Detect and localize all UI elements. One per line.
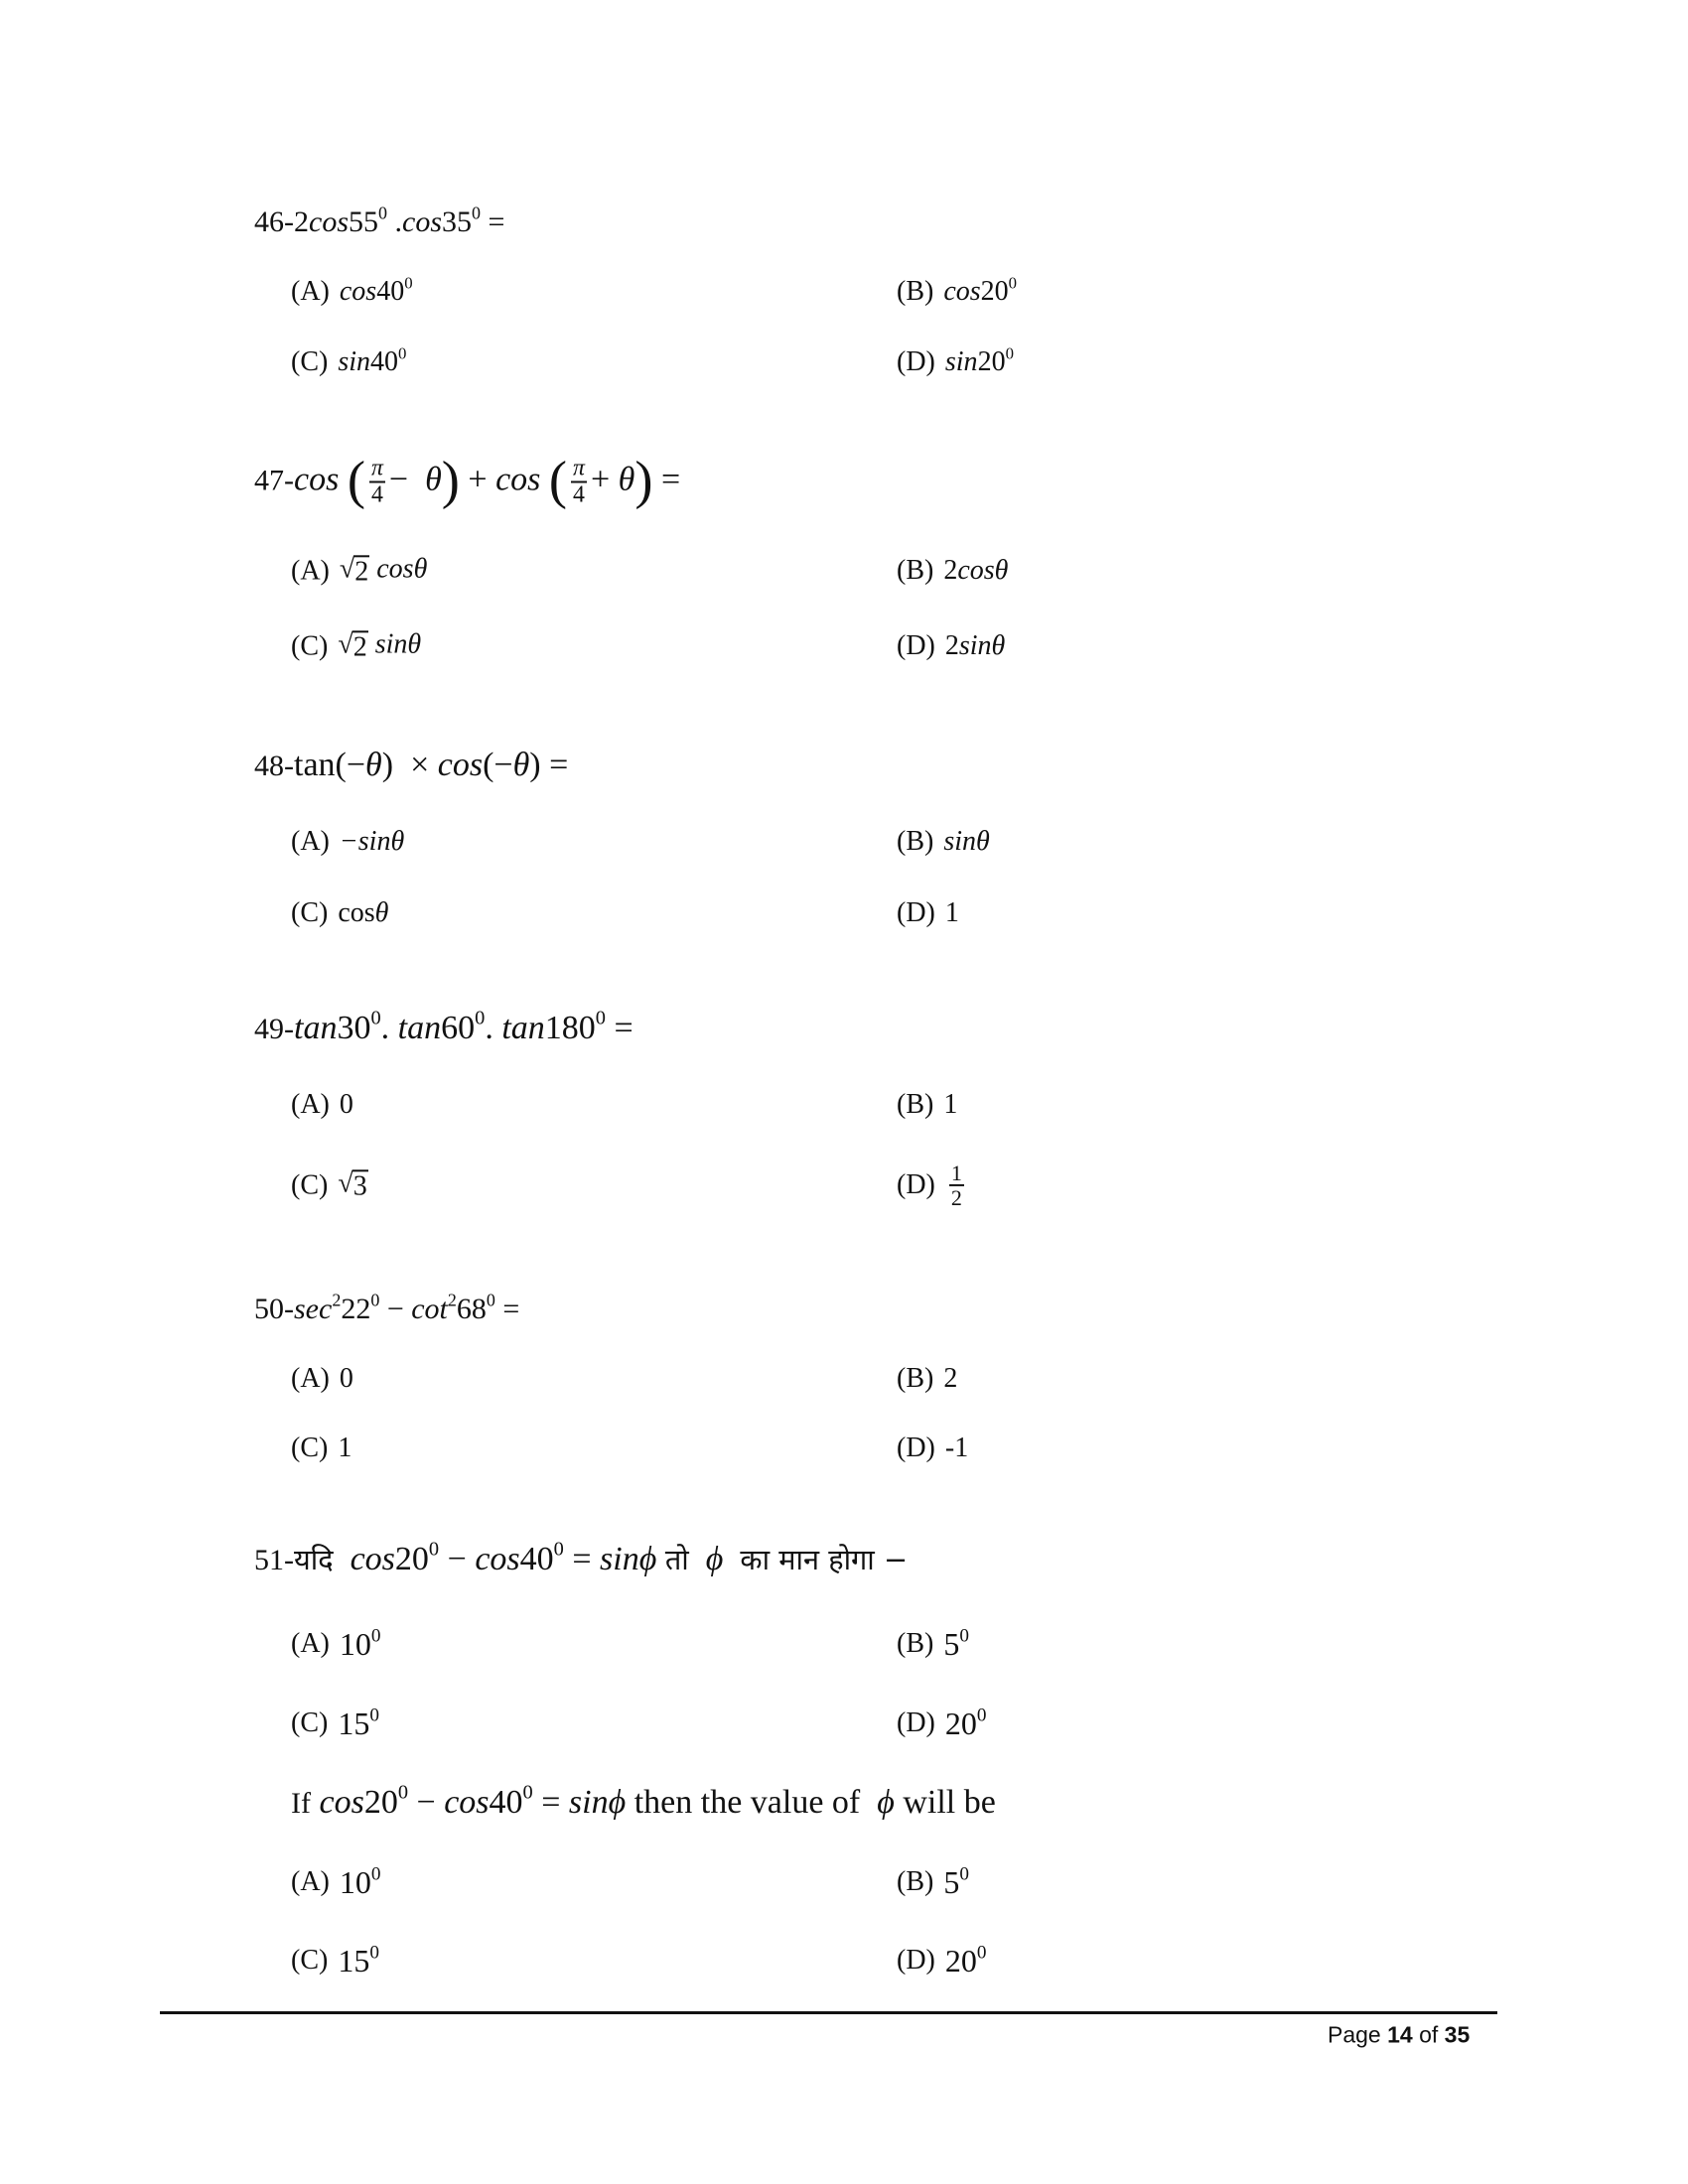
question-number: 48- bbox=[254, 750, 294, 782]
question-number: 51- bbox=[254, 1544, 294, 1576]
option-50-c[interactable]: (C) 1 bbox=[291, 1433, 352, 1463]
option-51-hindi-b[interactable]: (B) $5^0$ bbox=[897, 1625, 969, 1662]
option-46-b[interactable]: (B) $\cos 20^0$ bbox=[897, 273, 1018, 307]
question-46: $46-2\cos 55^0$ $.\cos 35^0$ = bbox=[254, 203, 505, 238]
option-51-english-b[interactable]: (B) $5^0$ bbox=[897, 1863, 969, 1900]
option-50-d[interactable]: (D) -1 bbox=[897, 1433, 969, 1463]
option-47-d[interactable]: (D) 2sinθ bbox=[897, 630, 1006, 661]
option-47-c[interactable]: (C) √ 2 sinθ bbox=[291, 628, 422, 663]
page-number: Page 14 of 35 bbox=[1328, 2021, 1471, 2048]
option-51-hindi-a[interactable]: (A) $10^0$ bbox=[291, 1625, 381, 1662]
option-49-b[interactable]: (B) 1 bbox=[897, 1089, 958, 1120]
option-49-d[interactable]: (D) $\frac{1}{2}$ bbox=[897, 1160, 962, 1210]
sqrt-icon: √ 2 bbox=[338, 628, 367, 663]
option-48-b[interactable]: (B) sinθ bbox=[897, 826, 990, 857]
option-48-a[interactable]: (A) −sinθ bbox=[291, 826, 405, 857]
option-46-a[interactable]: (A) $\cos 40^0$ bbox=[291, 273, 413, 307]
option-47-a[interactable]: (A) √ 2 cosθ bbox=[291, 553, 428, 588]
option-50-b[interactable]: (B) 2 bbox=[897, 1363, 958, 1394]
question-49: $49-\tan 30^0$. $\tan 60^0$. $\tan 180^0$ = bbox=[254, 1007, 633, 1046]
question-number: 46- bbox=[254, 205, 294, 238]
sqrt-icon: √ 2 bbox=[339, 553, 369, 588]
option-48-d[interactable]: (D) 1 bbox=[897, 897, 959, 928]
option-47-b[interactable]: (B) 2cosθ bbox=[897, 555, 1009, 586]
sqrt-icon: √ 3 bbox=[338, 1167, 367, 1202]
option-46-c[interactable]: (C) $\sin 40^0$ bbox=[291, 343, 407, 377]
option-50-a[interactable]: (A) 0 bbox=[291, 1363, 353, 1394]
option-51-hindi-d[interactable]: (D) $20^0$ bbox=[897, 1705, 987, 1741]
question-number: 50- bbox=[254, 1293, 294, 1325]
question-number: 47- bbox=[254, 464, 294, 497]
footer-divider bbox=[160, 2011, 1497, 2014]
option-51-english-c[interactable]: (C) $15^0$ bbox=[291, 1942, 379, 1979]
question-51-english: If $\cos 20^0 - \cos 40^0 = \sin\phi$ then the value of ϕ will be bbox=[291, 1781, 996, 1821]
option-51-english-a[interactable]: (A) $10^0$ bbox=[291, 1863, 381, 1900]
option-49-a[interactable]: (A) 0 bbox=[291, 1089, 353, 1120]
option-49-c[interactable]: (C) √ 3 bbox=[291, 1167, 367, 1202]
option-48-c[interactable]: (C) cosθ bbox=[291, 897, 389, 928]
option-46-d[interactable]: (D) $\sin 20^0$ bbox=[897, 343, 1014, 377]
option-51-hindi-c[interactable]: (C) $15^0$ bbox=[291, 1705, 379, 1741]
question-47: 47-cos ( $\frac{\pi}{4}$ − θ) + cos ( $\frac{\pi}{4}$ + θ) = bbox=[254, 450, 681, 510]
question-number: 49- bbox=[254, 1013, 294, 1045]
question-51-hindi: 51-यदि $\cos 20^0 - \cos 40^0 = \sin\phi$ तो ϕ का मान होगा − bbox=[254, 1538, 909, 1577]
question-50: $50-\sec^222^0 - \cot^268^0$ = bbox=[254, 1290, 520, 1325]
question-48: 48-tan(−θ) × cos(−θ) = bbox=[254, 747, 569, 783]
option-51-english-d[interactable]: (D) $20^0$ bbox=[897, 1942, 987, 1979]
